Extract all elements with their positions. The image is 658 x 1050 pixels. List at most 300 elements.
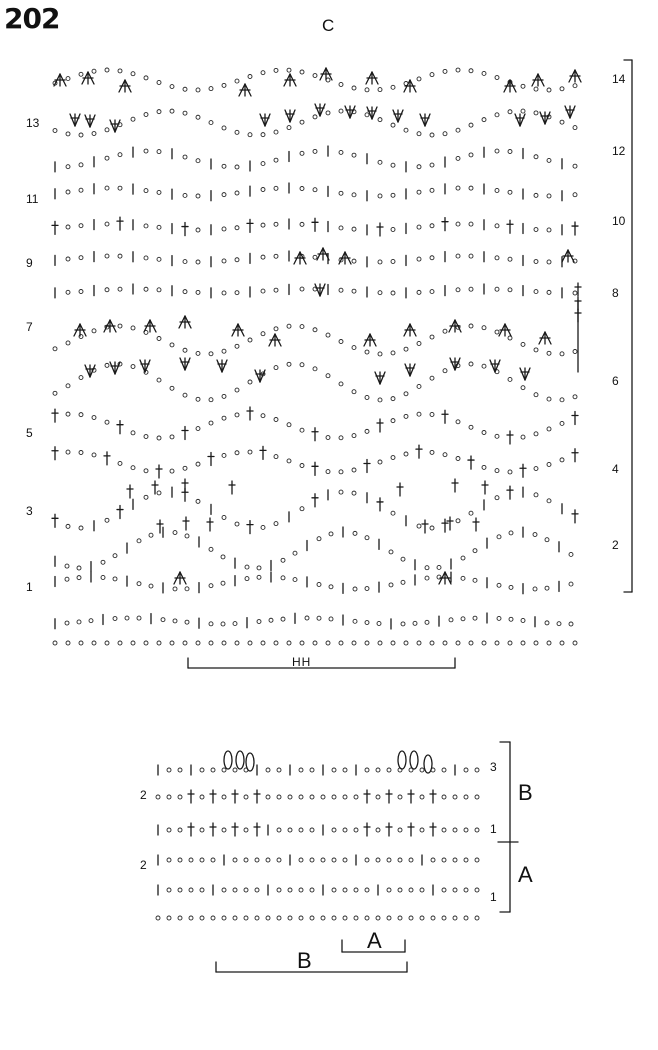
cluster-symbol — [565, 106, 570, 118]
chain-stitch-symbol — [209, 421, 213, 425]
chain-stitch-symbol — [401, 580, 405, 584]
chain-stitch-symbol — [189, 888, 193, 892]
chain-stitch-symbol — [509, 617, 513, 621]
cluster-symbol — [217, 360, 222, 372]
chain-stitch-symbol — [430, 376, 434, 380]
chain-stitch-symbol — [417, 341, 421, 345]
chain-stitch-symbol — [343, 828, 347, 832]
chain-stitch-symbol — [417, 190, 421, 194]
chain-stitch-symbol — [310, 916, 314, 920]
chain-stitch-symbol — [473, 578, 477, 582]
chain-stitch-symbol — [482, 465, 486, 469]
chain-stitch-symbol — [417, 225, 421, 229]
chain-stitch-symbol — [534, 393, 538, 397]
chain-stitch-symbol — [409, 858, 413, 862]
chain-stitch-symbol — [137, 616, 141, 620]
chain-stitch-symbol — [300, 222, 304, 226]
chain-stitch-symbol — [79, 641, 83, 645]
chain-stitch-symbol — [101, 560, 105, 564]
chain-stitch-symbol — [274, 288, 278, 292]
chain-stitch-symbol — [354, 828, 358, 832]
chain-stitch-symbol — [157, 257, 161, 261]
chain-stitch-symbol — [131, 431, 135, 435]
chain-stitch-symbol — [105, 156, 109, 160]
chain-stitch-symbol — [430, 335, 434, 339]
chain-stitch-symbol — [183, 641, 187, 645]
chain-stitch-symbol — [521, 618, 525, 622]
cluster-symbol — [393, 110, 398, 122]
chain-stitch-symbol — [391, 641, 395, 645]
chain-stitch-symbol — [417, 641, 421, 645]
chain-stitch-symbol — [521, 641, 525, 645]
chain-stitch-symbol — [442, 828, 446, 832]
chain-stitch-symbol — [464, 858, 468, 862]
chain-stitch-symbol — [77, 576, 81, 580]
chain-stitch-symbol — [534, 111, 538, 115]
chain-stitch-symbol — [274, 366, 278, 370]
chain-stitch-symbol — [398, 888, 402, 892]
chain-stitch-symbol — [469, 362, 473, 366]
chain-stitch-symbol — [401, 622, 405, 626]
chain-stitch-symbol — [387, 916, 391, 920]
chain-stitch-symbol — [495, 330, 499, 334]
chain-stitch-symbol — [178, 916, 182, 920]
chain-stitch-symbol — [196, 499, 200, 503]
chain-stitch-symbol — [178, 828, 182, 832]
chain-stitch-symbol — [144, 189, 148, 193]
cluster-symbol — [372, 107, 377, 119]
chain-stitch-symbol — [66, 641, 70, 645]
chain-stitch-symbol — [310, 888, 314, 892]
chain-stitch-symbol — [178, 888, 182, 892]
rows-bracket — [624, 60, 632, 592]
chain-stitch-symbol — [277, 858, 281, 862]
chain-stitch-symbol — [453, 858, 457, 862]
chain-stitch-symbol — [178, 768, 182, 772]
chain-stitch-symbol — [329, 532, 333, 536]
row-number-left: 9 — [26, 256, 33, 270]
chain-stitch-symbol — [131, 326, 135, 330]
chain-stitch-symbol — [245, 577, 249, 581]
chain-stitch-symbol — [274, 455, 278, 459]
chain-stitch-symbol — [200, 795, 204, 799]
chain-stitch-symbol — [196, 641, 200, 645]
chain-stitch-symbol — [118, 324, 122, 328]
chain-stitch-symbol — [425, 576, 429, 580]
chain-stitch-symbol — [79, 289, 83, 293]
chain-stitch-symbol — [222, 291, 226, 295]
chain-stitch-symbol — [449, 618, 453, 622]
chain-stitch-symbol — [475, 768, 479, 772]
chain-stitch-symbol — [313, 188, 317, 192]
chain-stitch-symbol — [495, 434, 499, 438]
chain-stitch-symbol — [378, 291, 382, 295]
row-number-right: 6 — [612, 374, 619, 388]
chain-stitch-symbol — [497, 535, 501, 539]
chain-stitch-symbol — [430, 224, 434, 228]
cluster-symbol — [185, 358, 190, 370]
chain-stitch-symbol — [257, 566, 261, 570]
chain-stitch-symbol — [343, 888, 347, 892]
chain-stitch-symbol — [352, 227, 356, 231]
chain-stitch-symbol — [244, 795, 248, 799]
chain-stitch-symbol — [211, 916, 215, 920]
chain-stitch-symbol — [173, 531, 177, 535]
chain-stitch-symbol — [534, 228, 538, 232]
chain-stitch-symbol — [65, 621, 69, 625]
bobble-symbol — [246, 753, 254, 771]
chain-stitch-symbol — [105, 641, 109, 645]
cluster-symbol — [260, 114, 265, 126]
chain-stitch-symbol — [300, 507, 304, 511]
chain-stitch-symbol — [235, 258, 239, 262]
chain-stitch-symbol — [417, 132, 421, 136]
chain-stitch-symbol — [398, 858, 402, 862]
chain-stitch-symbol — [352, 491, 356, 495]
row-number-right: 2 — [612, 538, 619, 552]
chain-stitch-symbol — [144, 435, 148, 439]
chain-stitch-symbol — [376, 858, 380, 862]
chain-stitch-symbol — [167, 888, 171, 892]
chain-stitch-symbol — [409, 888, 413, 892]
chain-stitch-symbol — [274, 418, 278, 422]
chain-stitch-symbol — [92, 69, 96, 73]
bobble-symbol — [398, 751, 406, 769]
chain-stitch-symbol — [443, 329, 447, 333]
chain-stitch-symbol — [287, 362, 291, 366]
chain-stitch-symbol — [235, 165, 239, 169]
chain-stitch-symbol — [235, 191, 239, 195]
chain-stitch-symbol — [293, 551, 297, 555]
chain-stitch-symbol — [183, 193, 187, 197]
chain-stitch-symbol — [144, 641, 148, 645]
row-number-right: 10 — [612, 214, 626, 228]
chain-stitch-symbol — [391, 227, 395, 231]
small-row-number-left: 2 — [140, 858, 147, 872]
cluster-symbol — [285, 110, 290, 122]
chain-stitch-symbol — [196, 351, 200, 355]
chain-stitch-symbol — [157, 110, 161, 114]
chain-stitch-symbol — [464, 828, 468, 832]
chain-stitch-symbol — [53, 129, 57, 133]
chain-stitch-symbol — [248, 380, 252, 384]
chain-stitch-symbol — [200, 888, 204, 892]
chain-stitch-symbol — [534, 348, 538, 352]
chain-stitch-symbol — [137, 539, 141, 543]
chain-stitch-symbol — [167, 768, 171, 772]
chain-stitch-symbol — [534, 290, 538, 294]
chain-stitch-symbol — [417, 77, 421, 81]
chain-stitch-symbol — [261, 414, 265, 418]
chain-stitch-symbol — [222, 768, 226, 772]
chain-stitch-symbol — [387, 768, 391, 772]
chain-stitch-symbol — [442, 916, 446, 920]
chain-stitch-symbol — [508, 257, 512, 261]
chain-stitch-symbol — [469, 69, 473, 73]
chain-stitch-symbol — [343, 858, 347, 862]
chain-stitch-symbol — [266, 858, 270, 862]
cluster-symbol — [222, 360, 227, 372]
chain-stitch-symbol — [277, 768, 281, 772]
chain-stitch-symbol — [404, 641, 408, 645]
chain-stitch-symbol — [287, 423, 291, 427]
chain-stitch-symbol — [456, 641, 460, 645]
chain-stitch-symbol — [196, 260, 200, 264]
chain-stitch-symbol — [430, 641, 434, 645]
chain-stitch-symbol — [352, 468, 356, 472]
chain-stitch-symbol — [222, 888, 226, 892]
chain-stitch-symbol — [222, 227, 226, 231]
chain-stitch-symbol — [391, 163, 395, 167]
chain-stitch-symbol — [266, 768, 270, 772]
chain-stitch-symbol — [274, 186, 278, 190]
chain-stitch-symbol — [456, 254, 460, 258]
chain-stitch-symbol — [266, 916, 270, 920]
chain-stitch-symbol — [65, 577, 69, 581]
chain-stitch-symbol — [391, 259, 395, 263]
chain-stitch-symbol — [196, 462, 200, 466]
row-number-right: 4 — [612, 462, 619, 476]
chain-stitch-symbol — [482, 71, 486, 75]
chain-stitch-symbol — [547, 158, 551, 162]
chain-stitch-symbol — [475, 795, 479, 799]
chain-stitch-symbol — [353, 619, 357, 623]
chain-stitch-symbol — [92, 453, 96, 457]
chain-stitch-symbol — [277, 828, 281, 832]
chain-stitch-symbol — [365, 621, 369, 625]
chain-stitch-symbol — [365, 429, 369, 433]
chain-stitch-symbol — [222, 394, 226, 398]
cluster-symbol — [520, 114, 525, 126]
chain-stitch-symbol — [521, 435, 525, 439]
chain-stitch-symbol — [222, 916, 226, 920]
chain-stitch-symbol — [233, 858, 237, 862]
chain-stitch-symbol — [417, 524, 421, 528]
chain-stitch-symbol — [560, 421, 564, 425]
small-bracket-a — [500, 842, 510, 912]
chain-stitch-symbol — [118, 641, 122, 645]
chain-stitch-symbol — [79, 163, 83, 167]
chain-stitch-symbol — [398, 828, 402, 832]
chain-stitch-symbol — [261, 641, 265, 645]
chain-stitch-symbol — [339, 82, 343, 86]
chain-stitch-symbol — [420, 828, 424, 832]
chain-stitch-symbol — [235, 451, 239, 455]
chain-stitch-symbol — [473, 549, 477, 553]
chain-stitch-symbol — [288, 916, 292, 920]
chain-stitch-symbol — [521, 386, 525, 390]
chain-stitch-symbol — [149, 533, 153, 537]
chain-stitch-symbol — [261, 255, 265, 259]
chain-stitch-symbol — [378, 118, 382, 122]
chain-stitch-symbol — [170, 435, 174, 439]
chain-stitch-symbol — [144, 76, 148, 80]
chain-stitch-symbol — [257, 575, 261, 579]
chain-stitch-symbol — [257, 620, 261, 624]
chain-stitch-symbol — [118, 153, 122, 157]
chain-stitch-symbol — [183, 111, 187, 115]
chain-stitch-symbol — [105, 518, 109, 522]
chain-stitch-symbol — [378, 641, 382, 645]
chain-stitch-symbol — [413, 621, 417, 625]
chain-stitch-symbol — [65, 564, 69, 568]
chart-title: C — [322, 16, 335, 35]
chain-stitch-symbol — [547, 290, 551, 294]
chain-stitch-symbol — [545, 538, 549, 542]
chain-stitch-symbol — [313, 367, 317, 371]
chain-stitch-symbol — [248, 450, 252, 454]
chain-stitch-symbol — [509, 531, 513, 535]
chain-stitch-symbol — [365, 88, 369, 92]
chain-stitch-symbol — [299, 858, 303, 862]
chain-stitch-symbol — [178, 858, 182, 862]
chain-stitch-symbol — [209, 547, 213, 551]
chain-stitch-symbol — [313, 149, 317, 153]
chain-stitch-symbol — [92, 641, 96, 645]
chain-stitch-symbol — [66, 412, 70, 416]
chain-stitch-symbol — [495, 224, 499, 228]
chain-stitch-symbol — [339, 226, 343, 230]
chain-stitch-symbol — [417, 290, 421, 294]
chain-stitch-symbol — [533, 533, 537, 537]
cluster-symbol — [320, 104, 325, 116]
chain-stitch-symbol — [332, 858, 336, 862]
chain-stitch-symbol — [321, 795, 325, 799]
chain-stitch-symbol — [261, 71, 265, 75]
chain-stitch-symbol — [547, 499, 551, 503]
chain-stitch-symbol — [79, 224, 83, 228]
chain-stitch-symbol — [113, 577, 117, 581]
small-row-number-right: 1 — [490, 890, 497, 904]
chain-stitch-symbol — [332, 795, 336, 799]
chain-stitch-symbol — [404, 392, 408, 396]
chain-stitch-symbol — [560, 87, 564, 91]
chain-stitch-symbol — [417, 384, 421, 388]
chain-stitch-symbol — [547, 88, 551, 92]
chain-stitch-symbol — [313, 74, 317, 78]
chain-stitch-symbol — [453, 888, 457, 892]
chain-stitch-symbol — [77, 566, 81, 570]
chain-stitch-symbol — [443, 69, 447, 73]
chain-stitch-symbol — [387, 888, 391, 892]
chain-stitch-symbol — [398, 795, 402, 799]
cluster-symbol — [140, 360, 145, 372]
chain-stitch-symbol — [235, 522, 239, 526]
chain-stitch-symbol — [365, 916, 369, 920]
chain-stitch-symbol — [495, 149, 499, 153]
chain-stitch-symbol — [248, 133, 252, 137]
chain-stitch-symbol — [157, 436, 161, 440]
chain-stitch-symbol — [248, 641, 252, 645]
chain-stitch-symbol — [79, 72, 83, 76]
chain-stitch-symbol — [461, 576, 465, 580]
chain-stitch-symbol — [339, 109, 343, 113]
chain-stitch-symbol — [420, 768, 424, 772]
chain-stitch-symbol — [157, 337, 161, 341]
chain-stitch-symbol — [281, 617, 285, 621]
cluster-symbol — [520, 368, 525, 380]
chain-stitch-symbol — [469, 511, 473, 515]
chain-stitch-symbol — [573, 349, 577, 353]
chain-stitch-symbol — [66, 450, 70, 454]
row-number-right: 14 — [612, 72, 626, 86]
chain-stitch-symbol — [288, 828, 292, 832]
chain-stitch-symbol — [508, 110, 512, 114]
chain-stitch-symbol — [66, 384, 70, 388]
chain-stitch-symbol — [456, 68, 460, 72]
chain-stitch-symbol — [183, 393, 187, 397]
small-bracket-b — [498, 742, 518, 842]
chain-stitch-symbol — [170, 386, 174, 390]
chain-stitch-symbol — [274, 641, 278, 645]
chain-stitch-symbol — [157, 150, 161, 154]
chain-stitch-symbol — [300, 641, 304, 645]
chain-stitch-symbol — [261, 289, 265, 293]
chain-stitch-symbol — [105, 128, 109, 132]
chain-stitch-symbol — [573, 641, 577, 645]
chain-stitch-symbol — [66, 190, 70, 194]
chain-stitch-symbol — [89, 619, 93, 623]
chain-stitch-symbol — [53, 347, 57, 351]
chain-stitch-symbol — [495, 496, 499, 500]
chain-stitch-symbol — [183, 466, 187, 470]
chain-stitch-symbol — [167, 916, 171, 920]
chain-stitch-symbol — [495, 469, 499, 473]
chain-stitch-symbol — [482, 364, 486, 368]
chain-stitch-symbol — [404, 347, 408, 351]
chain-stitch-symbol — [244, 858, 248, 862]
chain-stitch-symbol — [281, 558, 285, 562]
chain-stitch-symbol — [209, 121, 213, 125]
chain-stitch-symbol — [156, 916, 160, 920]
chain-stitch-symbol — [475, 858, 479, 862]
chain-stitch-symbol — [200, 828, 204, 832]
chain-stitch-symbol — [92, 329, 96, 333]
chain-stitch-symbol — [196, 427, 200, 431]
chain-stitch-symbol — [157, 288, 161, 292]
row-number-right: 12 — [612, 144, 626, 158]
chain-stitch-symbol — [425, 566, 429, 570]
chain-stitch-symbol — [66, 257, 70, 261]
chain-stitch-symbol — [261, 187, 265, 191]
chain-stitch-symbol — [196, 115, 200, 119]
chain-stitch-symbol — [299, 768, 303, 772]
chain-stitch-symbol — [534, 432, 538, 436]
chain-stitch-symbol — [137, 582, 141, 586]
chain-stitch-symbol — [157, 641, 161, 645]
chain-stitch-symbol — [326, 333, 330, 337]
chain-stitch-symbol — [391, 291, 395, 295]
chain-stitch-symbol — [221, 622, 225, 626]
chain-stitch-symbol — [378, 460, 382, 464]
row-number-left: 1 — [26, 580, 33, 594]
chain-stitch-symbol — [222, 164, 226, 168]
chain-stitch-symbol — [453, 828, 457, 832]
chain-stitch-symbol — [569, 622, 573, 626]
chain-stitch-symbol — [185, 620, 189, 624]
chain-stitch-symbol — [545, 586, 549, 590]
chain-stitch-symbol — [321, 858, 325, 862]
small-row-number-left: 2 — [140, 788, 147, 802]
chain-stitch-symbol — [144, 469, 148, 473]
chain-stitch-symbol — [144, 256, 148, 260]
chain-stitch-symbol — [167, 795, 171, 799]
chain-stitch-symbol — [200, 916, 204, 920]
chain-stitch-symbol — [443, 369, 447, 373]
chain-stitch-symbol — [79, 451, 83, 455]
chain-stitch-symbol — [288, 888, 292, 892]
chain-stitch-symbol — [326, 111, 330, 115]
